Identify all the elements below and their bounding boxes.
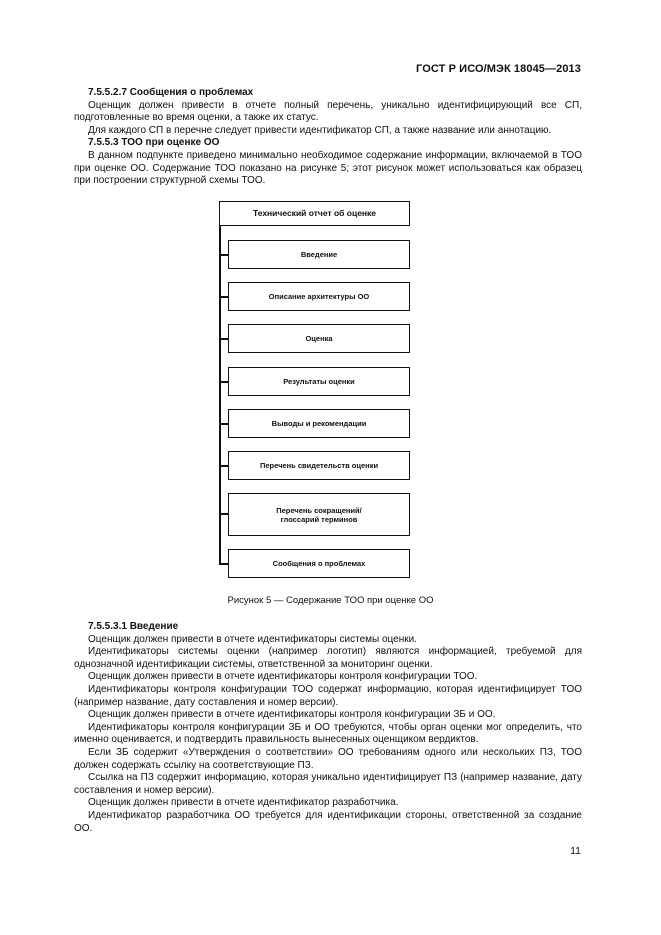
heading-introduction: 7.5.5.3.1 Введение: [88, 621, 179, 632]
standard-header: ГОСТ Р ИСО/МЭК 18045—2013: [416, 63, 581, 75]
page-number: 11: [570, 845, 581, 857]
diagram-box-problem-reports: Сообщения о проблемах: [228, 549, 410, 578]
section-introduction: [74, 621, 582, 835]
heading-too-evaluation: 7.5.5.3 ТОО при оценке ОО: [88, 137, 220, 149]
section-top: [74, 87, 582, 188]
paragraph: Оценщик должен привести в отчете идентификатор разработчика.: [88, 797, 399, 809]
diagram-box-evidence-list: Перечень свидетельств оценки: [228, 451, 410, 480]
paragraph: В данном подпункте приведено минимально необходимое содержание информации, включаемой в ТОО при оценке ОО. Содержание ТОО показано на рисунке 5; этот рисунок может использоваться как образец при построении структурной схемы ТОО.: [74, 149, 582, 187]
paragraph: Ссылка на ПЗ содержит информацию, которая уникально идентифицирует ПЗ (например название, дату составления и номер версии).: [74, 772, 582, 796]
paragraph: Для каждого СП в перечне следует привести идентификатор СП, а также название или аннотацию.: [88, 124, 552, 136]
figure-caption: Рисунок 5 — Содержание ТОО при оценке ОО: [227, 595, 434, 606]
diagram-box-conclusions: Выводы и рекомендации: [228, 409, 410, 438]
diagram-box-results: Результаты оценки: [228, 367, 410, 396]
heading-problem-reports: 7.5.5.2.7 Сообщения о проблемах: [88, 87, 254, 98]
diagram-title-box: Технический отчет об оценке: [219, 201, 410, 226]
paragraph: Идентификатор разработчика ОО требуется для идентификации стороны, ответственной за создание ОО.: [74, 809, 582, 834]
diagram-box-glossary: Перечень сокращений/глоссарий терминов: [228, 493, 410, 536]
diagram-box-evaluation: Оценка: [228, 324, 410, 353]
paragraph: Оценщик должен привести в отчете идентификаторы системы оценки.: [88, 633, 417, 645]
diagram-box-introduction: Введение: [228, 240, 410, 269]
paragraph: Оценщик должен привести в отчете идентификаторы контроля конфигурации ЗБ и ОО.: [88, 709, 496, 721]
diagram-box-architecture: Описание архитектуры ОО: [228, 282, 410, 311]
paragraph: Оценщик должен привести в отчете идентификаторы контроля конфигурации ТОО.: [88, 671, 478, 683]
paragraph: Оценщик должен привести в отчете полный перечень, уникально идентифицирующий все СП, подготовленные во время оценки, а также их статус.: [74, 99, 582, 124]
paragraph: Идентификаторы контроля конфигурации ТОО содержат информацию, которая идентифицирует ТОО (например название, дату составления и номер версии).: [74, 683, 582, 708]
paragraph: Идентификаторы контроля конфигурации ЗБ и ОО требуются, чтобы орган оценки мог определить, что именно оценивается, и подтвердить правильность вынесенных оценщиком вердиктов.: [74, 721, 582, 746]
paragraph: Если ЗБ содержит «Утверждения о соответствии» ОО требованиям одного или нескольких ПЗ, ТОО должен содержать ссылку на соответствующие ПЗ.: [74, 746, 582, 771]
paragraph: Идентификаторы системы оценки (например логотип) являются информацией, требуемой для однозначной идентификации системы, ответственной за мониторинг оценки.: [74, 646, 582, 670]
